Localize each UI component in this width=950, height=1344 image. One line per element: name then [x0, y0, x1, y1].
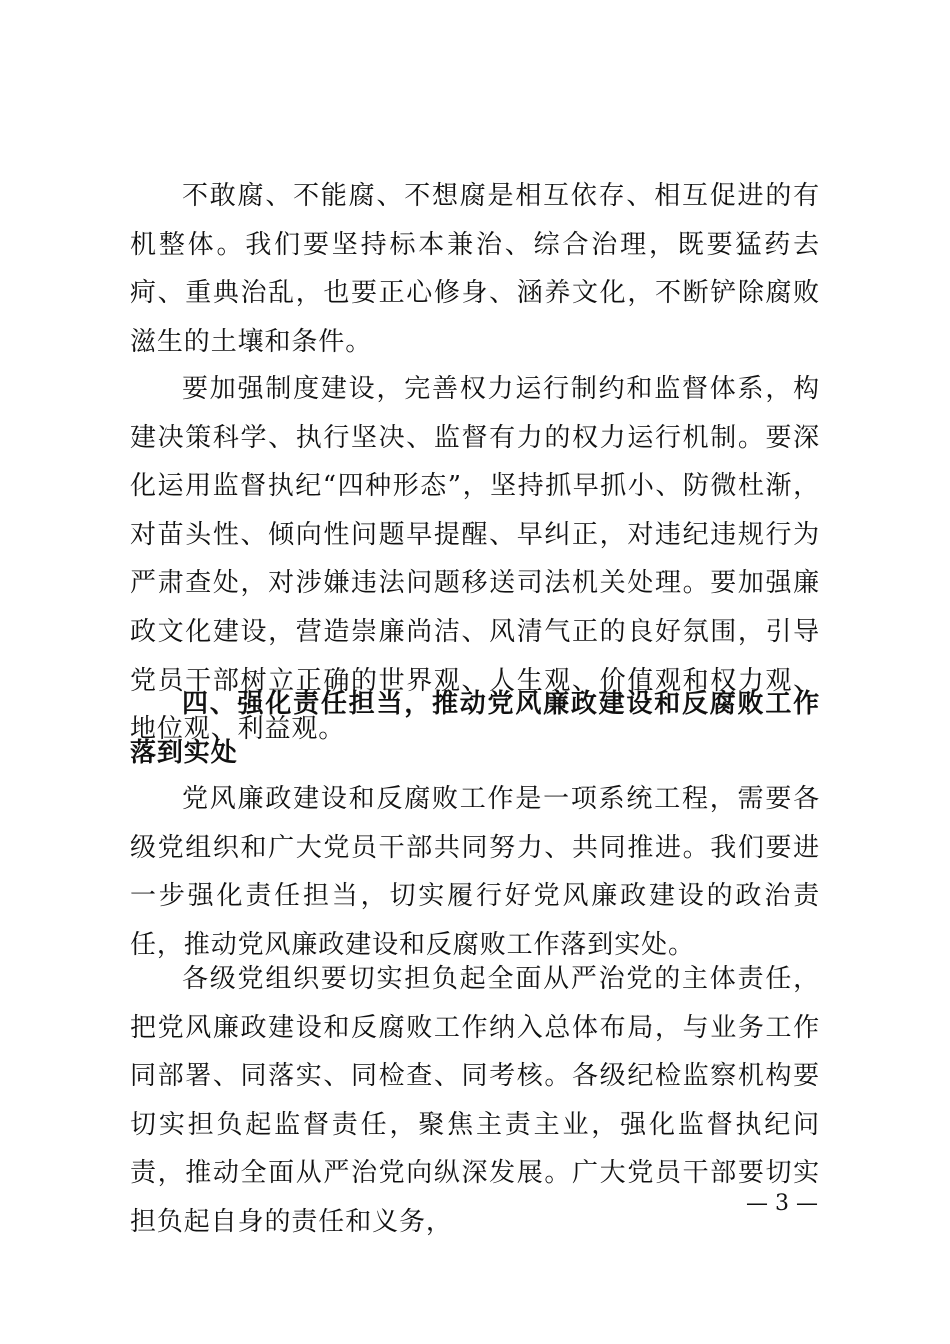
- body-paragraph: 不敢腐、不能腐、不想腐是相互依存、相互促进的有机整体。我们要坚持标本兼治、综合治理，既要猛药去疴、重典治乱，也要正心修身、涵养文化，不断铲除腐败滋生的土壤和条件。: [130, 181, 820, 357]
- body-paragraph: 党风廉政建设和反腐败工作是一项系统工程，需要各级党组织和广大党员干部共同努力、共同推进。我们要进一步强化责任担当，切实履行好党风廉政建设的政治责任，推动党风廉政建设和反腐败工作落到实处。: [130, 784, 820, 960]
- section-heading: 四、强化责任担当，推动党风廉政建设和反腐败工作落到实处: [130, 689, 820, 768]
- body-paragraph: 要加强制度建设，完善权力运行制约和监督体系，构建决策科学、执行坚决、监督有力的权力运行机制。要深化运用监督执纪“四种形态”，坚持抓早抓小、防微杜渐，对苗头性、倾向性问题早提醒、早纠正，对违纪违规行为严肃查处，对涉嫌违法问题移送司法机关处理。要加强廉政文化建设，营造崇廉尚洁、风清气正的良好氛围，引导党员干部树立正确的世界观、人生观、价值观和权力观、地位观、利益观。: [130, 374, 820, 745]
- page-number: — 3 —: [746, 1191, 818, 1216]
- body-paragraph: 各级党组织要切实担负起全面从严治党的主体责任，把党风廉政建设和反腐败工作纳入总体布局，与业务工作同部署、同落实、同检查、同考核。各级纪检监察机构要切实担负起监督责任，聚焦主责主业，强化监督执纪问责，推动全面从严治党向纵深发展。广大党员干部要切实担负起自身的责任和义务，: [130, 964, 820, 1237]
